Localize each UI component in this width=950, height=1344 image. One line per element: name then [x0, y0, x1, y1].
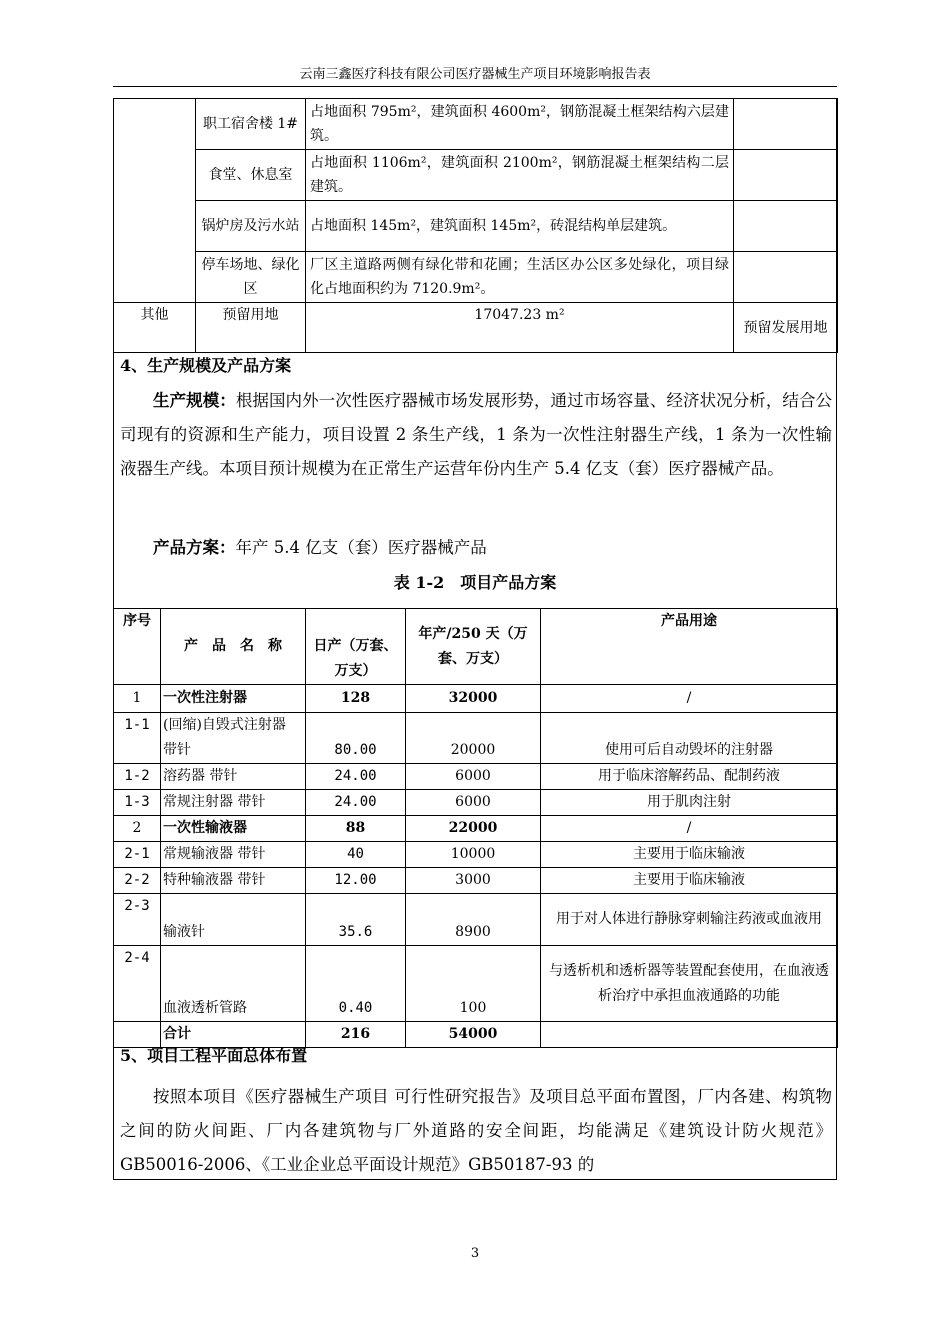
cell-seq: 2-3	[114, 894, 161, 946]
building-name: 职工宿舍楼 1#	[196, 99, 306, 150]
cell-name: 输液针	[161, 894, 306, 946]
cell-use: 用于临床溶解药品、配制药液	[541, 764, 838, 790]
document-header: 云南三鑫医疗科技有限公司医疗器械生产项目环境影响报告表	[299, 67, 651, 82]
total-annual: 54000	[406, 1022, 541, 1048]
cell-annual: 8900	[406, 894, 541, 946]
building-desc: 厂区主道路两侧有绿化带和花圃；生活区办公区多处绿化，项目绿化占地面积约为 7120.9m²。	[306, 252, 734, 303]
cell-name: 常规输液器 带针	[161, 842, 306, 868]
cell-daily: 128	[306, 685, 406, 713]
building-name: 停车场地、绿化区	[196, 252, 306, 303]
table-row	[114, 868, 838, 894]
scale-label: 生产规模：	[153, 391, 236, 410]
table-row	[114, 946, 838, 1022]
building-table	[113, 98, 838, 353]
cell-annual: 3000	[406, 868, 541, 894]
cell-use: 用于对人体进行静脉穿刺输注药液或血液用	[541, 894, 838, 946]
cell-name: 血液透析管路	[161, 946, 306, 1022]
product-table	[113, 608, 838, 1048]
cell-seq: 1-3	[114, 790, 161, 816]
plan-label: 产品方案：	[153, 538, 236, 557]
table-row	[114, 201, 838, 252]
cell-name: 一次性输液器	[161, 816, 306, 842]
cell-daily: 24.00	[306, 790, 406, 816]
cell-name: (回缩)自毁式注射器 带针	[161, 713, 306, 764]
cell-use: 主要用于临床输液	[541, 842, 838, 868]
table-row	[114, 816, 838, 842]
cell-daily: 80.00	[306, 713, 406, 764]
building-desc: 占地面积 795m²，建筑面积 4600m²，钢筋混凝土框架结构六层建筑。	[306, 99, 734, 150]
cell-seq: 1-1	[114, 713, 161, 764]
category-cell	[114, 99, 196, 303]
table-row	[114, 150, 838, 201]
plan-text: 年产 5.4 亿支（套）医疗器械产品	[235, 538, 487, 557]
cell-annual: 10000	[406, 842, 541, 868]
cell-daily: 40	[306, 842, 406, 868]
cell-seq: 2	[114, 816, 161, 842]
cell-seq: 2-2	[114, 868, 161, 894]
cell-seq: 2-1	[114, 842, 161, 868]
cell-daily: 35.6	[306, 894, 406, 946]
cell-daily: 24.00	[306, 764, 406, 790]
cell-use: 用于肌肉注射	[541, 790, 838, 816]
scale-paragraph	[120, 384, 832, 486]
table-row	[114, 252, 838, 303]
total-label: 合计	[161, 1022, 306, 1048]
cell-seq: 1-2	[114, 764, 161, 790]
building-name: 锅炉房及污水站	[196, 201, 306, 252]
cell-annual: 32000	[406, 685, 541, 713]
scale-text: 根据国内外一次性医疗器械市场发展形势，通过市场容量、经济状况分析，结合公司现有的资源和生产能力，项目设置 2 条生产线，1 条为一次性注射器生产线，1 条为一次性输液器生产线。本项目预计规模为在正常生产运营年份内生产 5.4 亿支（套）医疗器械产品。	[120, 391, 832, 478]
building-name: 食堂、休息室	[196, 150, 306, 201]
cell-name: 常规注射器 带针	[161, 790, 306, 816]
table-row	[114, 894, 838, 946]
cell-daily: 88	[306, 816, 406, 842]
table-row	[114, 764, 838, 790]
header-annual: 年产/250 天（万套、万支）	[406, 609, 541, 685]
cell-daily: 12.00	[306, 868, 406, 894]
table-row	[114, 303, 838, 353]
cell-annual: 22000	[406, 816, 541, 842]
plan-paragraph	[120, 531, 832, 565]
section-4-title: 4、生产规模及产品方案	[120, 356, 292, 375]
cell-name: 一次性注射器	[161, 685, 306, 713]
cell-annual: 6000	[406, 790, 541, 816]
table-row	[114, 790, 838, 816]
building-desc: 占地面积 145m²，建筑面积 145m²，砖混结构单层建筑。	[306, 201, 734, 252]
category-other: 其他	[114, 303, 196, 353]
cell-name: 溶药器 带针	[161, 764, 306, 790]
header-name: 产 品 名 称	[161, 609, 306, 685]
table-row	[114, 713, 838, 764]
building-name: 预留用地	[196, 303, 306, 353]
total-daily: 216	[306, 1022, 406, 1048]
header-rule	[113, 86, 837, 87]
table-header-row	[114, 609, 838, 685]
building-note	[734, 150, 838, 201]
cell-use: 主要用于临床输液	[541, 868, 838, 894]
section-5-title: 5、项目工程平面总体布置	[120, 1046, 308, 1065]
cell-use	[541, 1022, 838, 1048]
cell-name: 特种输液器 带针	[161, 868, 306, 894]
cell-annual: 6000	[406, 764, 541, 790]
header-daily: 日产（万套、万支）	[306, 609, 406, 685]
building-note	[734, 252, 838, 303]
header-use: 产品用途	[541, 609, 838, 685]
building-note	[734, 99, 838, 150]
header-seq: 序号	[114, 609, 161, 685]
table-row	[114, 842, 838, 868]
cell-daily: 0.40	[306, 946, 406, 1022]
cell-annual: 20000	[406, 713, 541, 764]
cell-use: 使用可后自动毁坏的注射器	[541, 713, 838, 764]
cell-seq: 2-4	[114, 946, 161, 1022]
cell-seq: 1	[114, 685, 161, 713]
table-caption: 表 1-2 项目产品方案	[393, 573, 557, 592]
building-note	[734, 201, 838, 252]
cell-annual: 100	[406, 946, 541, 1022]
layout-paragraph: 按照本项目《医疗器械生产项目 可行性研究报告》及项目总平面布置图，厂内各建、构筑物之间的防火间距、厂内各建筑物与厂外道路的安全间距，均能满足《建筑设计防火规范》GB50016-2006、《工业企业总平面设计规范》GB50187-93 的	[120, 1087, 832, 1174]
page-number: 3	[470, 1246, 480, 1261]
cell-use: /	[541, 816, 838, 842]
building-desc: 17047.23 m²	[306, 303, 734, 353]
cell-use: /	[541, 685, 838, 713]
cell-use: 与透析机和透析器等装置配套使用，在血液透析治疗中承担血液通路的功能	[541, 946, 838, 1022]
table-row	[114, 685, 838, 713]
building-note: 预留发展用地	[734, 303, 838, 353]
building-desc: 占地面积 1106m²，建筑面积 2100m²，钢筋混凝土框架结构二层建筑。	[306, 150, 734, 201]
table-row	[114, 99, 838, 150]
